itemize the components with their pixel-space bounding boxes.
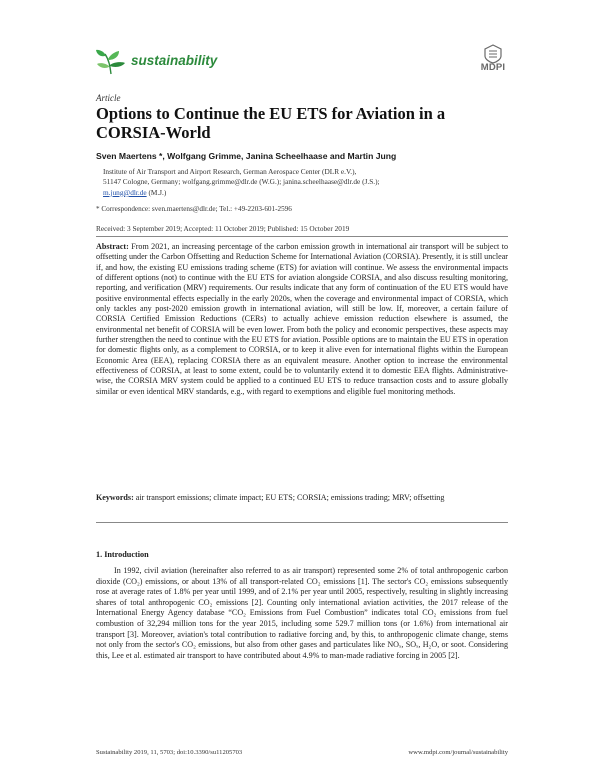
affiliation-line: 51147 Cologne, Germany; wolfgang.grimme@dlr.de (W.G.); janina.scheelhaase@dlr.de (J.S.); [103, 177, 380, 187]
journal-url[interactable]: www.mdpi.com/journal/sustainability [408, 749, 508, 756]
divider [96, 236, 508, 237]
publication-dates: Received: 3 September 2019; Accepted: 11 October 2019; Published: 15 October 2019 [96, 224, 350, 233]
abstract-label: Abstract: [96, 242, 129, 251]
email-link[interactable]: m.jung@dlr.de [103, 187, 147, 197]
correspondence: * Correspondence: sven.maertens@dlr.de; Tel.: +49-2203-601-2596 [96, 205, 292, 213]
abstract [96, 242, 508, 397]
journal-name: sustainability [131, 53, 218, 68]
abstract-text: From 2021, an increasing percentage of the carbon emission growth in international air transport will be subject to offsetting under the Carbon Offsetting and Reduction Scheme for International Aviation (CORSIA). Presently, it is still unclear if, and how, the existing EU emissions trading scheme (ETS) for aviation will continue. We assess the environmental impacts of different options (not) to continue with the EU ETS for aviation alongside CORSIA, and also discuss resulting monitoring, reporting, and verification (MRV) requirements. Our results indicate that any form of continuation of the EU ETS would have positive environmental effects especially in the early 2020s, when the coverage and environmental impact of CORSIA, which only tackles any post-2020 emission growth in international aviation, will still be low. If, moreover, a certain failure of CORSIA Certified Emission Reductions (CERs) to actually achieve emission reduction elsewhere is assumed, the environmental net benefit of CORSIA will be even lower. From both the policy and economic perspectives, these aspects may further strengthen the need to continue with the EU ETS for aviation. Possible options are to maintain the EU ETS in operation for domestic flights only, as a complement to CORSIA, or to keep it alive even for international flights within the European Economic Area (EEA), replacing CORSIA there as an equivalent measure. Another option to increase the environmental effectiveness of CORSIA, at least to some extent, could be to voluntarily extend it to domestic EEA flights. Administrative-wise, the CORSIA MRV system could be applied to a continued EU ETS to reduce transaction costs and to assure globally similar or even identical MRV standards, e.g., with regard to exemptions and eligible fuel monitoring methods. [96, 242, 508, 396]
divider [96, 522, 508, 523]
section-body: In 1992, civil aviation (hereinafter also referred to as air transport) represented some 2% of total anthropogenic carbon dioxide (CO₂) emissions, or about 13% of all transport-related CO₂ emissions [1]. The sector's CO₂ emissions subsequently rose at average rates of 1.8% per year until 1999, and of 2.1% per year until 2005, respectively, resulting in slightly increasing shares of total anthropogenic CO₂ emissions [2]. Counting only international aviation activities, the 2017 release of the International Energy Agency database “CO₂ Emissions from Fuel Combustion” indicates total CO₂ emissions from fuel combustion of 32,294 million tons for the year 2015, including some 529.7 million tons (or 1.6%) from international air transport [3]. Moreover, aviation's total contribution to radiative forcing and, by this, to anthropogenic climate change, stems not only from the sector's CO₂ emissions, but also from other gases and particulates like NOₓ, SOₓ, H₂O, or soot. Considering this, Lee et al. estimated air transport to have contributed about 4.9% to man-made radiative forcing in 2005 [2]. [96, 566, 508, 660]
publisher-shield-icon [471, 44, 515, 64]
keywords [96, 492, 508, 503]
publisher-name: MDPI [480, 62, 506, 73]
affiliation-line: (M.J.) [148, 187, 167, 197]
section-heading: 1. Introduction [96, 550, 149, 559]
publisher-logo [471, 44, 515, 78]
affiliation [103, 167, 503, 198]
citation: Sustainability 2019, 11, 5703; doi:10.3390/su11205703 [96, 749, 243, 756]
keywords-label: Keywords: [96, 493, 134, 502]
journal-header [95, 44, 515, 80]
article-type: Article [96, 93, 121, 103]
journal-leaf-icon [95, 46, 127, 76]
affiliation-line: Institute of Air Transport and Airport Research, German Aerospace Center (DLR e.V.), [103, 167, 357, 176]
keywords-text: air transport emissions; climate impact; EU ETS; CORSIA; emissions trading; MRV; offsetting [135, 493, 445, 502]
paper-title: Options to Continue the EU ETS for Aviation in a CORSIA-World [96, 104, 446, 142]
author-list: Sven Maertens *, Wolfgang Grimme, Janina Scheelhaase and Martin Jung [96, 151, 397, 161]
